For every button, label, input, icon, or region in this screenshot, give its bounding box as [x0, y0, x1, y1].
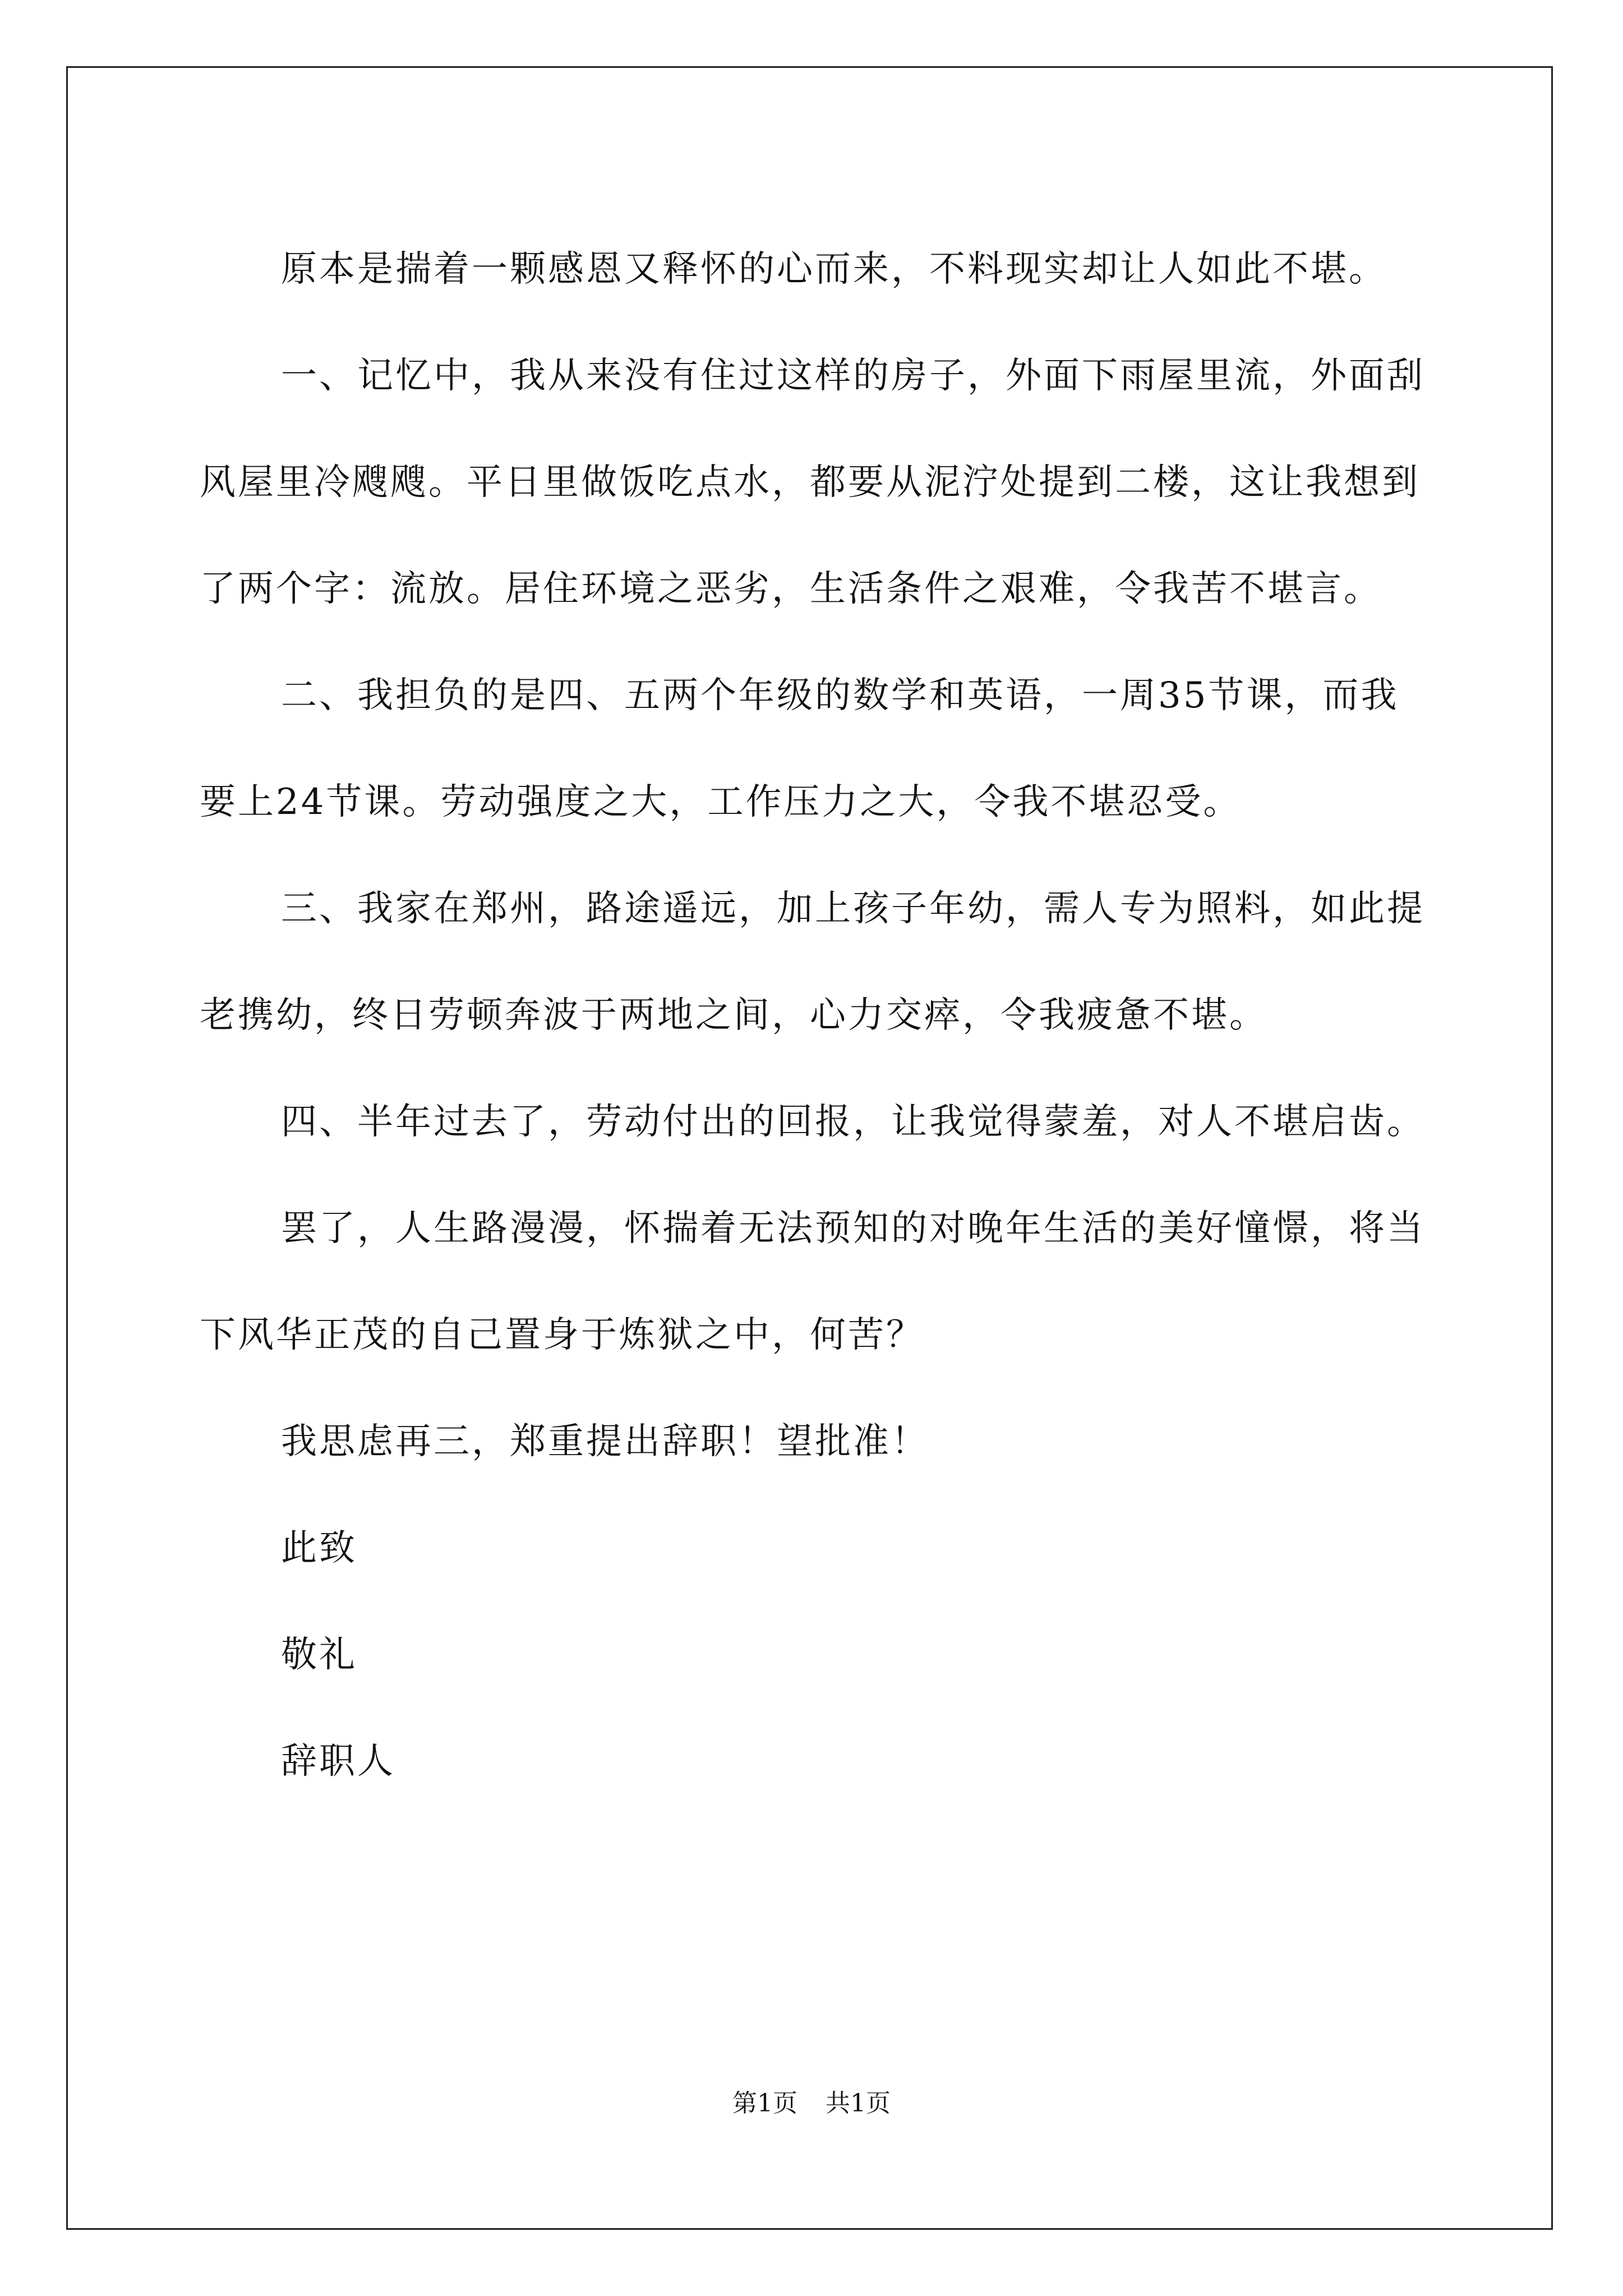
closing-salutation: 此致: [281, 1527, 357, 1569]
paragraph-request: 我思虑再三，郑重提出辞职！望批准！: [281, 1421, 929, 1462]
page-footer: [0, 2087, 1623, 2120]
paragraph-reason-4: 四、半年过去了，劳动付出的回报，让我觉得蒙羞，对人不堪启齿。: [281, 1101, 1425, 1143]
paragraph-reason-3: 三、我家在郑州，路途遥远，加上孩子年幼，需人专为照料，如此提老携幼，终日劳顿奔波于两地之间，心力交瘁，令我疲惫不堪。: [200, 888, 1425, 1036]
document-body: [200, 216, 1433, 1815]
page-number: 第1页: [732, 2089, 797, 2118]
page-total: 共1页: [826, 2089, 891, 2118]
paragraph-reason-2: 二、我担负的是四、五两个年级的数学和英语，一周35节课，而我要上24节课。劳动强度之大，工作压力之大，令我不堪忍受。: [200, 675, 1399, 823]
paragraph-conclusion: 罢了，人生路漫漫，怀揣着无法预知的对晚年生活的美好憧憬，将当下风华正茂的自己置身于炼狱之中，何苦？: [200, 1208, 1425, 1356]
paragraph-intro: 原本是揣着一颗感恩又释怀的心而来，不料现实却让人如此不堪。: [281, 249, 1387, 290]
paragraph-reason-1: 一、记忆中，我从来没有住过这样的房子，外面下雨屋里流，外面刮风屋里冷飕飕。平日里做饭吃点水，都要从泥泞处提到二楼，这让我想到了两个字：流放。居住环境之恶劣，生活条件之艰难，令我苦不堪言。: [200, 355, 1425, 610]
signature-label: 辞职人: [281, 1741, 395, 1782]
closing-regards: 敬礼: [281, 1634, 357, 1676]
